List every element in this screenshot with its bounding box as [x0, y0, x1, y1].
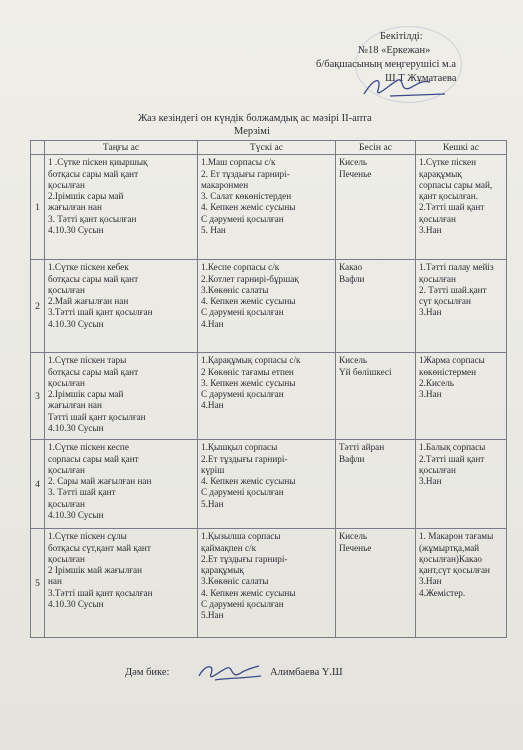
header-lunch: Түскі ас: [198, 141, 336, 155]
dinner-item: 3.Нан: [419, 576, 442, 587]
breakfast-item: 4.10.30 Сусын: [48, 225, 104, 236]
breakfast-item: 1.Сүтке піскен тары: [48, 355, 127, 366]
lunch-item: 3. Кепкен жеміс сусыны: [201, 377, 296, 388]
breakfast-item: 3. Тәтті қант қосылған: [48, 213, 137, 224]
lunch-item: 4. Кепкен жеміс сусыны: [201, 587, 296, 598]
dinner-item: 2. Тәтті шай.қант: [419, 284, 487, 295]
breakfast-item: сорпасы сары май қант: [48, 453, 139, 464]
breakfast-cell: [45, 353, 198, 440]
breakfast-item: қосылған: [48, 498, 85, 509]
dinner-item: (жұмыртқа,май: [419, 542, 480, 553]
dinner-item: 1.Балық сорпасы: [419, 442, 486, 453]
lunch-item: 5. Нан: [201, 225, 226, 236]
lunch-item: қаймақпен с/к: [201, 542, 257, 553]
dinner-item: қосылған: [419, 464, 456, 475]
breakfast-item: 2. Сары май жағылған нан: [48, 476, 152, 487]
dinner-item: 2.Тәтті шай қант: [419, 453, 485, 464]
lunch-item: 5.Нан: [201, 498, 224, 509]
table-header-row: [31, 141, 507, 155]
lunch-item: С дәрумені қосылған: [201, 599, 284, 610]
day-number: 5: [31, 529, 45, 638]
breakfast-item: 2 Ірімшік май жағылған: [48, 565, 143, 576]
breakfast-cell: [45, 440, 198, 529]
breakfast-item: 4.10.30 Сусын: [48, 318, 104, 329]
snack-item: Печенье: [339, 542, 372, 553]
day-number: 4: [31, 440, 45, 529]
snack-item: Кисель: [339, 355, 368, 366]
header-num: [31, 141, 45, 155]
breakfast-item: 4.10.30 Сусын: [48, 510, 104, 521]
snack-cell: [336, 260, 416, 353]
breakfast-item: 3. Тәтті шай қант: [48, 487, 116, 498]
breakfast-item: 3.Тәтті шай қант қосылған: [48, 307, 153, 318]
dinner-cell: [416, 440, 507, 529]
day-number: 1: [31, 155, 45, 260]
dinner-item: 3.Нан: [419, 476, 442, 487]
breakfast-item: 1.Сүтке піскен кеспе: [48, 442, 129, 453]
lunch-item: 4. Кепкен жеміс сусыны: [201, 476, 296, 487]
dinner-item: қосылған: [419, 213, 456, 224]
day-number: 2: [31, 260, 45, 353]
snack-item: Вафли: [339, 453, 365, 464]
snack-item: Үй бөлішкесі: [339, 366, 392, 377]
lunch-item: 2.Ет тұздығы гарнирі-: [201, 553, 288, 564]
lunch-item: С дәрумені қосылған: [201, 307, 284, 318]
breakfast-item: қосылған: [48, 377, 85, 388]
snack-cell: [336, 440, 416, 529]
dinner-item: қосылған: [419, 273, 456, 284]
breakfast-item: 1 .Сүтке піскен қиыршық: [48, 157, 148, 168]
snack-item: Кисель: [339, 157, 368, 168]
breakfast-cell: [45, 155, 198, 260]
dinner-item: 1. Макарон тағамы: [419, 531, 494, 542]
lunch-item: 3.Көкөніс салаты: [201, 576, 269, 587]
breakfast-item: 2.Ірімшік сары май: [48, 191, 124, 202]
breakfast-item: 4.10.30 Сусын: [48, 599, 104, 610]
lunch-item: 1.Маш сорпасы с/к: [201, 157, 276, 168]
lunch-item: 4. Кепкен жеміс сусыны: [201, 296, 296, 307]
dinner-item: қарақұмық: [419, 168, 462, 179]
dinner-cell: [416, 260, 507, 353]
header-snack: Бесін ас: [336, 141, 416, 155]
lunch-item: 4.Нан: [201, 400, 224, 411]
dinner-item: көкөністермен: [419, 366, 477, 377]
breakfast-item: жағылған нан: [48, 400, 102, 411]
dinner-item: сүт қосылған: [419, 296, 471, 307]
dinner-cell: [416, 529, 507, 638]
lunch-cell: [198, 353, 336, 440]
dinner-cell: [416, 353, 507, 440]
breakfast-item: қосылған: [48, 284, 85, 295]
breakfast-item: қосылған: [48, 553, 85, 564]
breakfast-item: 1.Сүтке піскен кебек: [48, 262, 129, 273]
breakfast-item: ботқасы сары май қант: [48, 366, 139, 377]
approval-line-1: Бекітілді:: [380, 31, 423, 42]
breakfast-item: 2.Май жағылған нан: [48, 296, 129, 307]
menu-title: [138, 112, 438, 138]
lunch-item: 2.Ет тұздығы гарнирі-: [201, 453, 288, 464]
lunch-cell: [198, 155, 336, 260]
breakfast-item: Тәтті шай қант қосылған: [48, 411, 146, 422]
lunch-item: 1.Қызылша сорпасы: [201, 531, 281, 542]
breakfast-item: қосылған: [48, 464, 85, 475]
dinner-item: қант қосылған.: [419, 191, 478, 202]
breakfast-item: ботқасы сары май қант: [48, 273, 139, 284]
lunch-item: макаронмен: [201, 179, 249, 190]
lunch-item: 3. Салат көкөністерден: [201, 191, 292, 202]
footer-label: Дәм бике:: [125, 667, 170, 678]
breakfast-item: 4.10.30 Сусын: [48, 423, 104, 434]
breakfast-item: 2.Ірімшік сары май: [48, 389, 124, 400]
breakfast-item: 3.Тәтті шай қант қосылған: [48, 587, 153, 598]
dinner-item: қосылған)Какао: [419, 553, 483, 564]
header-breakfast: Таңғы ас: [45, 141, 198, 155]
title-line-1: Жаз кезіндегі он күндік болжамдық ас мәзірі ІІ-апта: [138, 113, 372, 124]
dinner-item: 1.Сүтке піскен: [419, 157, 477, 168]
dinner-item: 1.Тәтті палау мейіз: [419, 262, 494, 273]
lunch-cell: [198, 440, 336, 529]
lunch-item: 2.Котлет гарнирі-бұршақ: [201, 273, 299, 284]
footer-name: Алимбаева Ү.Ш: [270, 667, 343, 678]
footer: [125, 667, 425, 678]
lunch-item: 1.Қарақұмық сорпасы с/к: [201, 355, 301, 366]
lunch-item: 2 Көкөніс тағамы етпен: [201, 366, 294, 377]
lunch-cell: [198, 260, 336, 353]
dinner-item: сорпасы сары май,: [419, 179, 493, 190]
lunch-item: 4.Нан: [201, 318, 224, 329]
cook-signature: [195, 660, 265, 686]
dinner-item: 1Жарма сорпасы: [419, 355, 485, 366]
day-number: 3: [31, 353, 45, 440]
table-row: [31, 353, 507, 440]
lunch-item: 1.Қышқыл сорпасы: [201, 442, 278, 453]
breakfast-cell: [45, 529, 198, 638]
snack-cell: [336, 529, 416, 638]
breakfast-item: нан: [48, 576, 62, 587]
dinner-item: 3.Нан: [419, 389, 442, 400]
lunch-item: С дәрумені қосылған: [201, 213, 284, 224]
dinner-item: 2.Тәтті шай қант: [419, 202, 485, 213]
dinner-cell: [416, 155, 507, 260]
title-line-2: Мерзімі: [234, 126, 270, 137]
lunch-cell: [198, 529, 336, 638]
lunch-item: 5.Нан: [201, 610, 224, 621]
table-row: [31, 529, 507, 638]
lunch-item: 1.Кеспе сорпасы с/к: [201, 262, 280, 273]
snack-item: Вафли: [339, 273, 365, 284]
lunch-item: қарақұмық: [201, 565, 244, 576]
header-dinner: Кешкі ас: [416, 141, 507, 155]
menu-table: [30, 140, 507, 638]
snack-item: Какао: [339, 262, 363, 273]
lunch-item: 3.Көкөніс салаты: [201, 284, 269, 295]
approval-line-2: №18 «Еркежан»: [358, 45, 431, 56]
approval-line-3: б/бақшасының меңгерушісі м.а: [316, 59, 456, 70]
dinner-item: 2.Кисель: [419, 377, 454, 388]
lunch-item: 4. Кепкен жеміс сусыны: [201, 202, 296, 213]
dinner-item: 3.Нан: [419, 225, 442, 236]
approval-line-4: Ш.Т Жұматаева: [385, 73, 457, 84]
breakfast-item: 1.Сүтке піскен сұлы: [48, 531, 127, 542]
table-row: [31, 440, 507, 529]
dinner-item: 3.Нан: [419, 307, 442, 318]
lunch-item: С дәрумені қосылған: [201, 389, 284, 400]
snack-item: Печенье: [339, 168, 372, 179]
lunch-item: күріш: [201, 464, 225, 475]
dinner-item: қант,сүт қосылған: [419, 565, 490, 576]
breakfast-item: жағылған нан: [48, 202, 102, 213]
dinner-item: 4.Жемістер.: [419, 587, 466, 598]
breakfast-item: ботқасы сүт,қант май қант: [48, 542, 151, 553]
snack-cell: [336, 353, 416, 440]
lunch-item: С дәрумені қосылған: [201, 487, 284, 498]
head-signature: [360, 72, 450, 102]
table-row: [31, 260, 507, 353]
snack-item: Тәтті айран: [339, 442, 385, 453]
breakfast-cell: [45, 260, 198, 353]
lunch-item: 2. Ет тұздығы гарнирі-: [201, 168, 290, 179]
breakfast-item: ботқасы сары май қант: [48, 168, 139, 179]
table-row: [31, 155, 507, 260]
snack-cell: [336, 155, 416, 260]
breakfast-item: қосылған: [48, 179, 85, 190]
snack-item: Кисель: [339, 531, 368, 542]
